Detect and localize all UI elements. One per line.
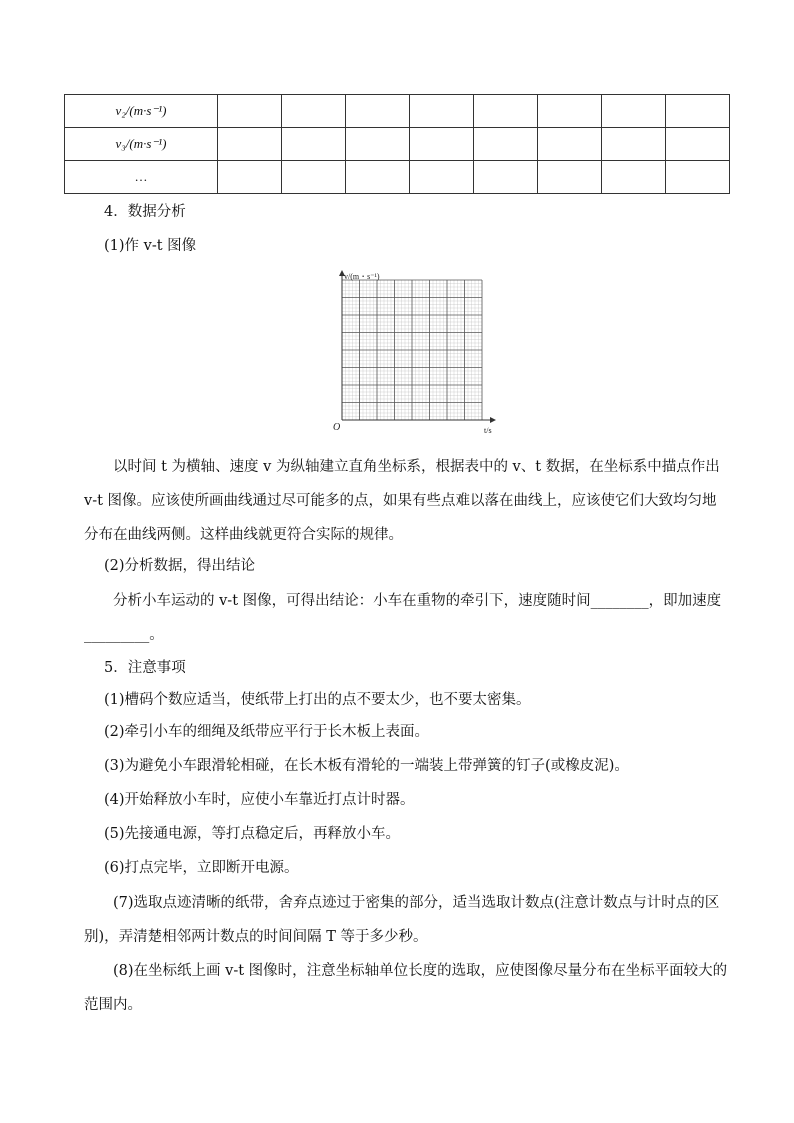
velocity-table xyxy=(64,94,730,194)
table-cell xyxy=(410,95,474,128)
table-row xyxy=(65,128,730,161)
y-axis-label: v/(m・s⁻¹) xyxy=(344,272,380,281)
table-cell xyxy=(218,128,282,161)
list-item: (3)为避免小车跟滑轮相碰，在长木板有滑轮的一端装上带弹簧的钉子(或橡皮泥)。 xyxy=(104,758,629,774)
table-row xyxy=(65,95,730,128)
table-cell xyxy=(602,128,666,161)
table-cell xyxy=(218,95,282,128)
list-item: (6)打点完毕，立即断开电源。 xyxy=(104,860,299,876)
table-cell xyxy=(346,128,410,161)
table-cell xyxy=(474,161,538,194)
table-cell xyxy=(410,161,474,194)
table-cell xyxy=(410,128,474,161)
table-cell xyxy=(346,161,410,194)
table-cell xyxy=(346,95,410,128)
section-5-heading: 5．注意事项 xyxy=(104,660,186,676)
paragraph-conclusion: 分析小车运动的 v-t 图像，可得出结论：小车在重物的牵引下，速度随时间________，即加速度_________。 xyxy=(84,593,722,643)
graph-paper xyxy=(330,268,500,440)
origin-label: O xyxy=(333,422,341,433)
table-cell xyxy=(602,161,666,194)
list-item: (2)牵引小车的细绳及纸带应平行于长木板上表面。 xyxy=(104,724,430,740)
list-item: (1)槽码个数应适当，使纸带上打出的点不要太少，也不要太密集。 xyxy=(104,692,531,708)
table-cell xyxy=(666,161,730,194)
table-cell xyxy=(538,161,602,194)
list-item: (8)在坐标纸上画 v-t 图像时，注意坐标轴单位长度的选取，应使图像尽量分布在坐标平面较大的范围内。 xyxy=(84,963,728,1013)
table-cell xyxy=(666,95,730,128)
list-item: (5)先接通电源，等打点稳定后，再释放小车。 xyxy=(104,826,401,842)
section-4-heading: 4．数据分析 xyxy=(104,204,186,220)
table-cell xyxy=(538,95,602,128)
table-cell xyxy=(538,128,602,161)
table-cell xyxy=(474,128,538,161)
table-cell xyxy=(602,95,666,128)
table-cell xyxy=(282,128,346,161)
table-row xyxy=(65,161,730,194)
table-cell xyxy=(218,161,282,194)
subsection-1-title: (1)作 v-t 图像 xyxy=(104,238,197,254)
table-cell xyxy=(282,95,346,128)
table-cell xyxy=(282,161,346,194)
x-axis-label: t/s xyxy=(484,426,492,435)
table-cell xyxy=(474,95,538,128)
table-cell xyxy=(666,128,730,161)
x-axis-arrow xyxy=(490,417,496,423)
paragraph-plot-instructions: 以时间 t 为横轴、速度 v 为纵轴建立直角坐标系，根据表中的 v、t 数据，在坐标系中描点作出 v-t 图像。应该使所画曲线通过尽可能多的点，如果有些点难以落在曲线上，应该使它们大致均匀地分布在曲线两侧。这样曲线就更符合实际的规律。 xyxy=(84,459,720,543)
row-label: … xyxy=(65,161,218,194)
row-label: v₃/(m·s⁻¹) xyxy=(65,128,218,161)
row-label: v₂/(m·s⁻¹) xyxy=(65,95,218,128)
list-item: (4)开始释放小车时，应使小车靠近打点计时器。 xyxy=(104,792,415,808)
subsection-2-title: (2)分析数据，得出结论 xyxy=(104,558,256,574)
vt-graph xyxy=(330,268,500,440)
list-item: (7)选取点迹清晰的纸带，舍弃点迹过于密集的部分，适当选取计数点(注意计数点与计时点的区别)，弄清楚相邻两计数点的时间间隔 T 等于多少秒。 xyxy=(84,895,720,945)
